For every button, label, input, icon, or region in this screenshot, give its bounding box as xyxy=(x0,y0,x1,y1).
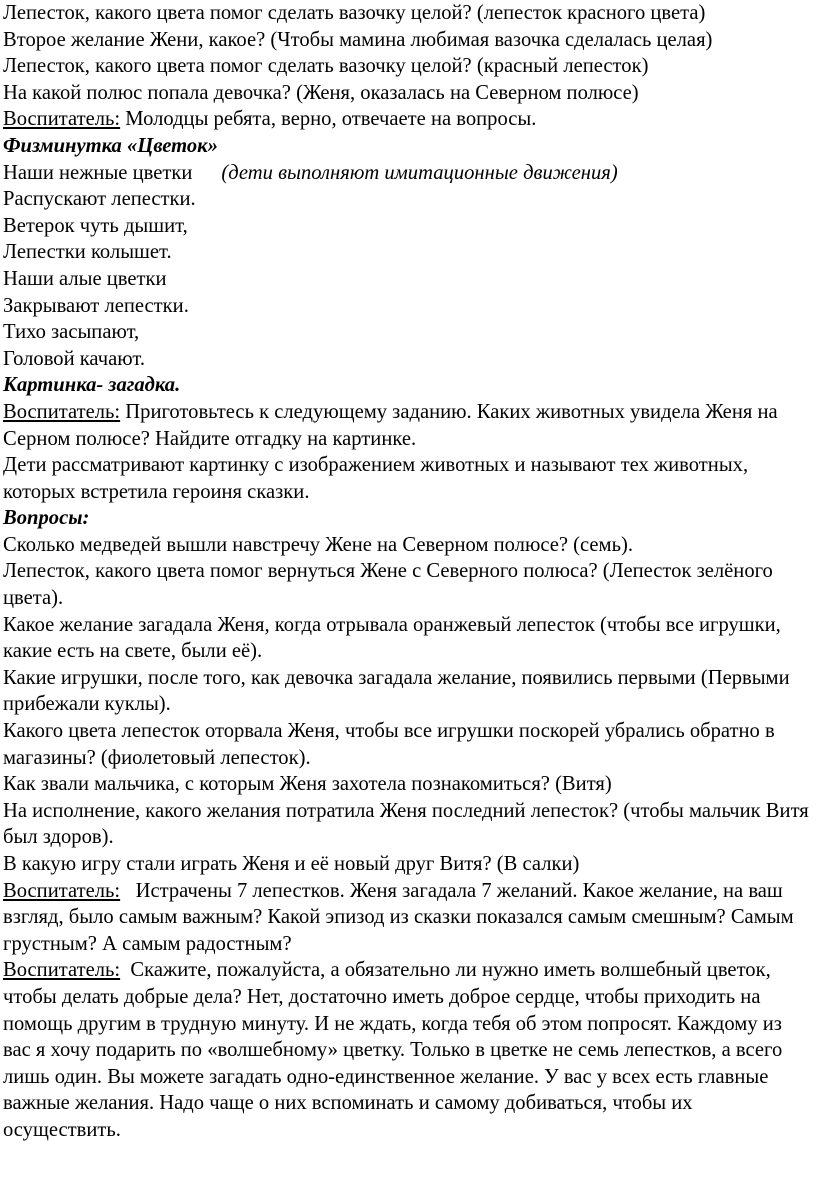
poem-line-3: Ветерок чуть дышит, xyxy=(3,214,188,237)
question-8: В какую игру стали играть Женя и её новый друг Витя? (В салки) xyxy=(3,853,580,875)
speaker-label: Воспитатель: xyxy=(3,959,121,982)
fizminutka-heading: Физминутка «Цветок» xyxy=(3,134,218,157)
poem-line-5: Наши алые цветки xyxy=(3,267,167,290)
poem-line-2: Распускают лепестки. xyxy=(3,188,196,211)
speaker-label: Воспитатель: xyxy=(3,108,121,131)
poem-line-1-text: Наши нежные цветки xyxy=(3,161,193,184)
speaker-label: Воспитатель: xyxy=(3,879,121,902)
questions-heading: Вопросы: xyxy=(3,507,90,530)
closing-text-2: Скажите, пожалуйста, а обязательно ли нужно иметь волшебный цветок, чтобы делать добрые дела? Нет, достаточно иметь доброе сердце, чтобы приходить на помощь другим в трудную минуту. И не ждать, когда тебя об этом попросят. Каждому из вас я хочу подарить по «волшебному» цветку. Только в цветке не семь лепестков, а всего лишь один. Вы можете загадать одно-единственное желание. У вас у всех есть главные важные желания. Надо чаще о них вспоминать и самому добиваться, чтобы их осуществить. xyxy=(3,959,788,1141)
poem-line-4: Лепестки колышет. xyxy=(3,241,172,264)
praise-paragraph xyxy=(3,106,810,133)
intro-question-3: Лепесток, какого цвета помог сделать вазочку целой? (красный лепесток) xyxy=(3,55,649,78)
riddle-children-paragraph: Дети рассматривают картинку с изображением животных и называют тех животных, которых встретила героиня сказки. xyxy=(3,454,749,503)
riddle-task-paragraph xyxy=(3,399,810,452)
question-3: Какое желание загадала Женя, когда отрывала оранжевый лепесток (чтобы все игрушки, какие есть на свете, были её). xyxy=(3,613,781,663)
question-6: Как звали мальчика, с которым Женя захотела познакомиться? (Витя) xyxy=(3,773,612,796)
poem-line-1 xyxy=(3,160,810,187)
closing-paragraph-2 xyxy=(3,957,810,1143)
riddle-heading: Картинка- загадка. xyxy=(3,374,181,397)
question-2: Лепесток, какого цвета помог вернуться Жене с Северного полюса? (Лепесток зелёного цвета). xyxy=(3,560,773,610)
speaker-label: Воспитатель: xyxy=(3,400,121,423)
poem-line-6: Закрывают лепестки. xyxy=(3,294,189,317)
question-4: Какие игрушки, после того, как девочка загадала желание, появились первыми (Первыми прибежали куклы). xyxy=(3,666,790,716)
stage-note: (дети выполняют имитационные движения) xyxy=(221,161,618,184)
riddle-task-text: Приготовьтесь к следующему заданию. Каких животных увидела Женя на Серном полюсе? Найдите отгадку на картинке. xyxy=(3,400,778,450)
poem-line-7: Тихо засыпают, xyxy=(3,321,140,344)
poem-line-8: Головой качают. xyxy=(3,347,145,370)
question-1: Сколько медведей вышли навстречу Жене на Северном полюсе? (семь). xyxy=(3,533,633,556)
intro-question-4: На какой полюс попала девочка? (Женя, оказалась на Северном полюсе) xyxy=(3,81,639,104)
praise-text: Молодцы ребята, верно, отвечаете на вопросы. xyxy=(120,108,537,131)
closing-text-1: Истрачены 7 лепестков. Женя загадала 7 желаний. Какое желание, на ваш взгляд, было самым важным? Какой эпизод из сказки показался самым смешным? Самым грустным? А самым радостным? xyxy=(3,879,799,955)
question-5: Какого цвета лепесток оторвала Женя, чтобы все игрушки поскорей убрались обратно в магазины? (фиолетовый лепесток). xyxy=(3,720,775,769)
intro-question-2: Второе желание Жени, какое? (Чтобы мамина любимая вазочка сделалась целая) xyxy=(3,28,713,51)
intro-question-1: Лепесток, какого цвета помог сделать вазочку целой? (лепесток красного цвета) xyxy=(3,2,706,24)
closing-paragraph-1 xyxy=(3,878,810,958)
question-7: На исполнение, какого желания потратила Женя последний лепесток? (чтобы мальчик Витя был здоров). xyxy=(3,799,809,849)
